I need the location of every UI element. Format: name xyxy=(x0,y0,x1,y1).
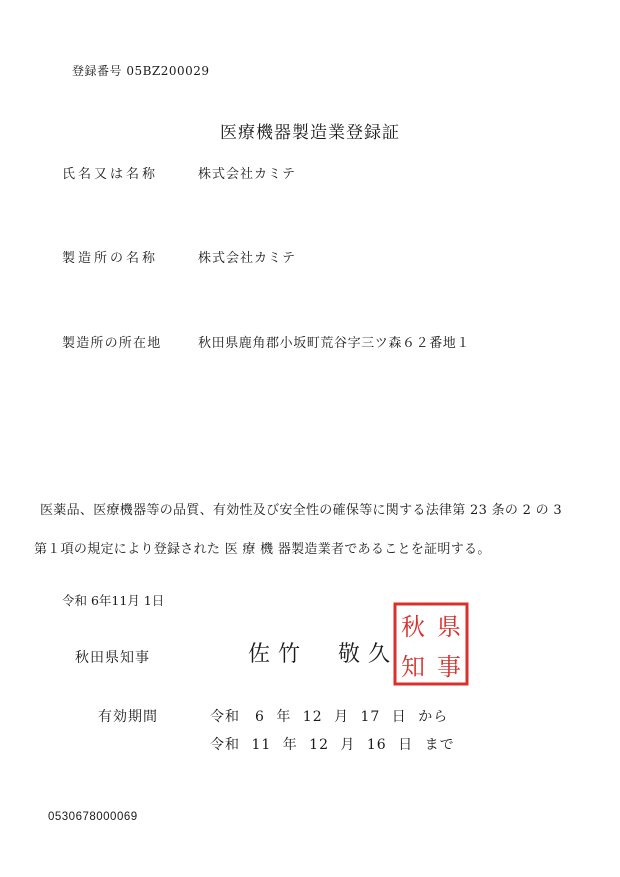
validity-to: 令和 11 年 12 月 16 日 まで xyxy=(210,737,455,753)
validity-from: 令和 6 年 12 月 17 日 から xyxy=(210,709,449,725)
footer-code: 0530678000069 xyxy=(48,811,138,823)
seal-char-3: 知 xyxy=(401,653,425,681)
official-seal xyxy=(392,601,470,687)
seal-char-2: 県 xyxy=(437,613,461,641)
issuer-signature: 佐竹 敬久 xyxy=(248,642,399,667)
validity-label: 有効期間 xyxy=(98,709,158,725)
statement-line-2: 第１項の規定により登録された 医 療 機 器製造業者であることを証明する。 xyxy=(34,542,491,557)
field-label-name: 氏名又は名称 xyxy=(62,167,159,182)
field-label-facility-name: 製造所の名称 xyxy=(62,251,159,266)
page-title: 医療機器製造業登録証 xyxy=(220,123,400,143)
statement-line-1: 医薬品、医療機器等の品質、有効性及び安全性の確保等に関する法律第 23 条の 2 の 3 xyxy=(40,503,562,518)
field-value-facility-address: 秋田県鹿角郡小坂町荒谷字三ツ森６２番地１ xyxy=(198,336,471,351)
issuer-title: 秋田県知事 xyxy=(75,650,150,666)
seal-char-4: 事 xyxy=(437,653,461,681)
field-label-facility-address: 製造所の所在地 xyxy=(62,336,162,351)
field-value-facility-name: 株式会社カミテ xyxy=(198,251,297,266)
seal-char-1: 秋 xyxy=(401,613,425,641)
registration-number: 登録番号 05BZ200029 xyxy=(72,64,210,78)
field-value-name: 株式会社カミテ xyxy=(198,167,297,182)
issue-date: 令和 6年11月 1日 xyxy=(62,593,165,608)
